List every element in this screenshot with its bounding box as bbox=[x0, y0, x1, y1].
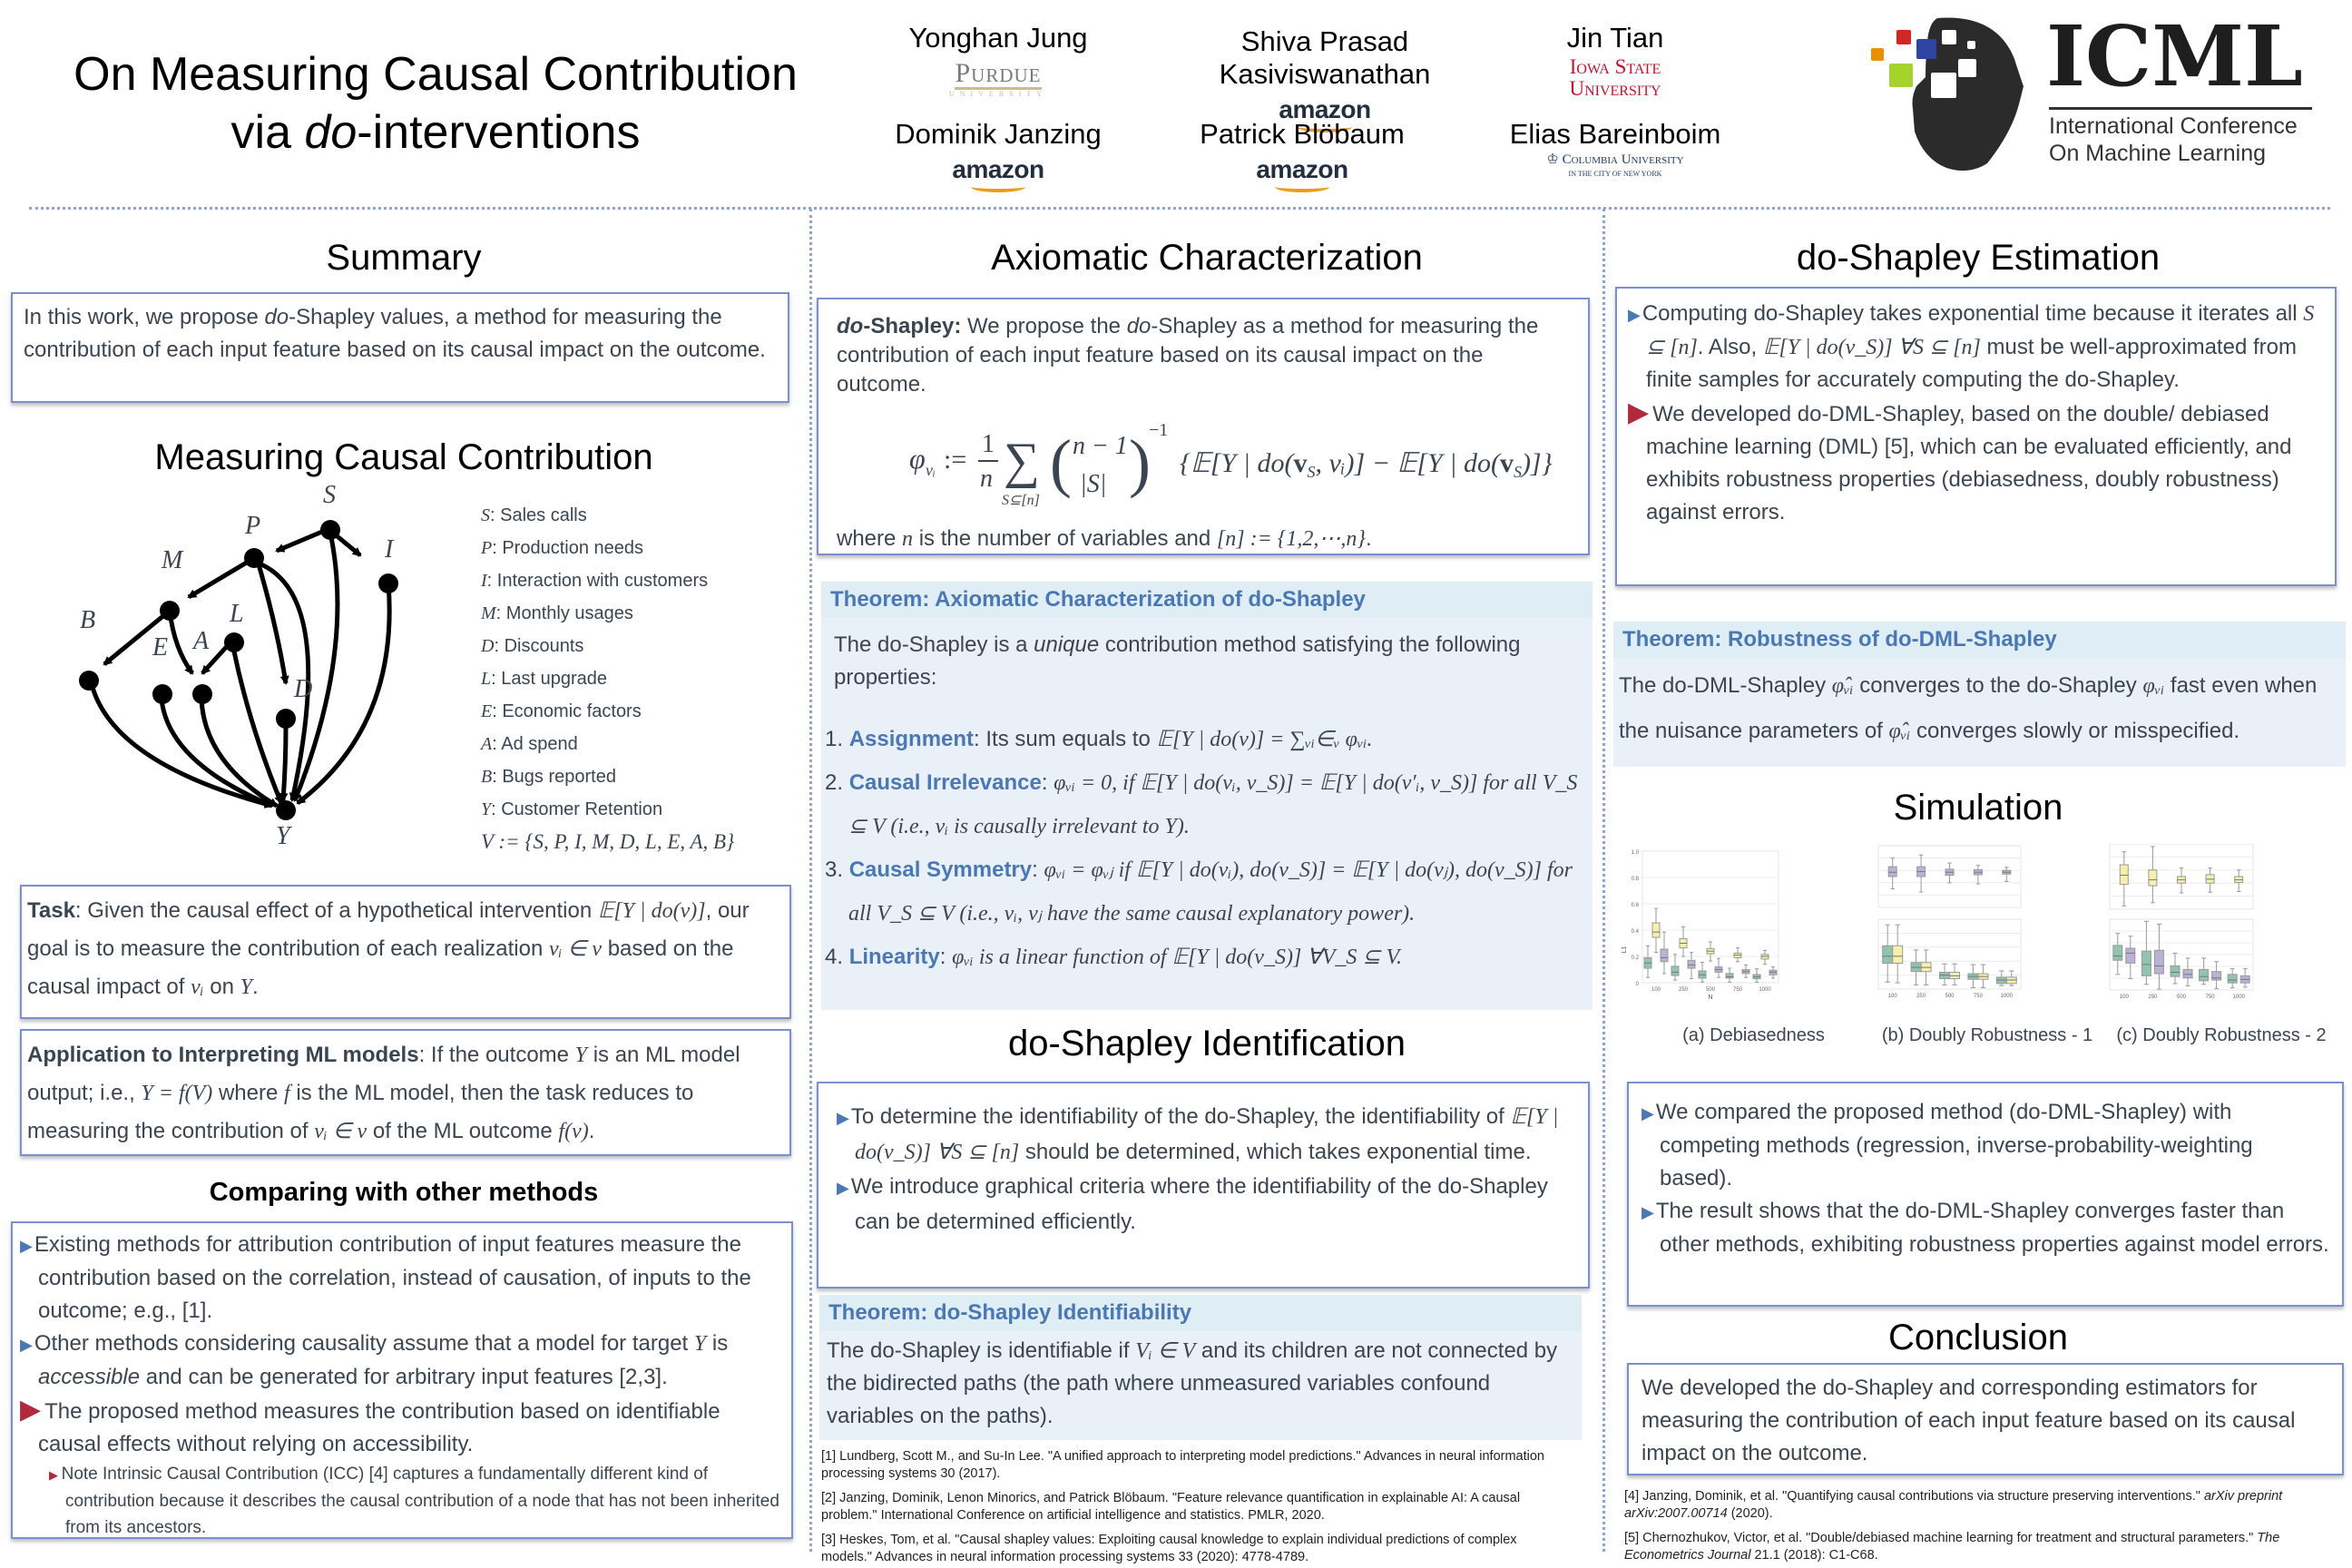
triangle-bullet-icon: ▶ bbox=[1642, 1203, 1654, 1221]
legend-item: I: Interaction with customers bbox=[481, 571, 709, 591]
chart-c-xtick: 1000 bbox=[2232, 995, 2245, 1000]
chart-a-xtick: 1000 bbox=[1759, 987, 1771, 993]
chart-c-xtick: 100 bbox=[2119, 995, 2129, 1000]
svg-text:−1: −1 bbox=[1149, 420, 1169, 440]
simulation-results-box bbox=[1627, 1082, 2344, 1307]
triangle-bullet-icon: ▶ bbox=[1628, 306, 1641, 324]
chart-a-xtick: 250 bbox=[1678, 987, 1689, 993]
chart-a-box bbox=[1671, 966, 1679, 975]
chart-a-box bbox=[1652, 923, 1660, 937]
axiomatic-title: Axiomatic Characterization bbox=[991, 238, 1423, 278]
author-patrick-blobaum: Patrick Blöbaum amazon bbox=[1180, 118, 1425, 192]
chart-c-box bbox=[2141, 951, 2151, 975]
chart-c-xtick: 750 bbox=[2205, 995, 2215, 1000]
comparing-bullet-1: ▶Existing methods for attribution contribution of input features measure the contribution based on the correlation, instead of causation, of inputs to the outcome; e.g., [1]. bbox=[20, 1232, 751, 1323]
amazon-logo: amazon bbox=[885, 152, 1112, 192]
svg-text:n − 1: n − 1 bbox=[1073, 432, 1128, 460]
chart-a-box bbox=[1688, 960, 1695, 968]
svg-text:(: ( bbox=[1050, 426, 1072, 499]
legend-item: S: Sales calls bbox=[481, 505, 587, 525]
red-triangle-bullet-icon: ▶ bbox=[20, 1395, 42, 1425]
header-divider bbox=[29, 207, 2330, 210]
axiomatic-theorem bbox=[821, 582, 1592, 1010]
caption-b: (b) Doubly Robustness - 1 bbox=[1881, 1025, 2093, 1045]
variable-legend bbox=[481, 499, 789, 858]
estimation-bullet-1: ▶Computing do-Shapley takes exponential time because it iterates all S ⊆ [n]. Also, 𝔼[Y | do(v_S)] ∀S ⊆ [n] must be well-approximated from finite samples for accurately computing the do-Shapley. bbox=[1628, 301, 2315, 392]
crown-icon: ♔ bbox=[1546, 152, 1563, 167]
reference-4: [4] Janzing, Dominik, et al. "Quantifying causal contributions via structure preserving interventions." arXiv preprint arXiv:2007.00714 (2020). bbox=[1624, 1489, 2283, 1521]
simulation-chart-svg bbox=[1615, 844, 2341, 1025]
references-1-3 bbox=[821, 1448, 1565, 1568]
chart-a-box bbox=[1661, 949, 1668, 962]
node-A bbox=[192, 684, 212, 704]
svg-text:n: n bbox=[980, 465, 993, 493]
svg-text:∑: ∑ bbox=[1004, 433, 1040, 489]
comparing-bullet-3: ▶ The proposed method measures the contribution based on identifiable causal effects without relying on accessibility. bbox=[20, 1395, 720, 1456]
node-E bbox=[152, 684, 172, 704]
label-Y: Y bbox=[276, 822, 290, 850]
chart-a-ytick: 0 bbox=[1635, 982, 1639, 987]
chart-c-box bbox=[2212, 972, 2221, 980]
triangle-bullet-icon: ▶ bbox=[837, 1179, 849, 1197]
chart-c-xtick: 500 bbox=[2176, 995, 2187, 1000]
svg-text::=: := bbox=[944, 445, 967, 475]
chart-b-xtick: 500 bbox=[1945, 994, 1955, 999]
label-D: D bbox=[294, 675, 313, 703]
node-M bbox=[160, 601, 180, 621]
estimation-title: do-Shapley Estimation bbox=[1796, 238, 2161, 278]
chart-a-box bbox=[1726, 974, 1733, 978]
chart-a-xtick: 100 bbox=[1651, 987, 1661, 993]
simulation-title: Simulation bbox=[1893, 788, 2063, 828]
label-S: S bbox=[323, 481, 336, 509]
legend-item: P: Production needs bbox=[481, 538, 643, 558]
chart-c-box bbox=[2154, 950, 2163, 974]
chart-c-box bbox=[2120, 865, 2128, 885]
reference-2: [2] Janzing, Dominik, Lenon Minorics, and Patrick Blöbaum. "Feature relevance quantification in explainable AI: A causal problem." International Conference on artificial intelligence and statistics. PMLR, 2020. bbox=[821, 1491, 1521, 1523]
columbia-logo: ♔ Columbia University IN THE CITY OF NEW YORK bbox=[1546, 152, 1684, 178]
title-line-2: via do-interventions bbox=[230, 106, 641, 159]
label-E: E bbox=[152, 633, 169, 662]
measuring-title: Measuring Causal Contribution bbox=[154, 437, 653, 477]
chart-c-box bbox=[2126, 948, 2135, 963]
svg-text:|S|: |S| bbox=[1080, 470, 1107, 498]
reference-5: [5] Chernozhukov, Victor, et al. "Double/debiased machine learning for treatment and structural parameters." The Econometrics Journal 21.1 (2018): C1-C68. bbox=[1624, 1531, 2280, 1563]
legend-item: A: Ad spend bbox=[481, 734, 578, 754]
legend-item: Y: Customer Retention bbox=[481, 799, 663, 819]
icml-acronym: ICML bbox=[2046, 7, 2303, 105]
comparing-title: Comparing with other methods bbox=[209, 1178, 599, 1207]
purdue-logo: Purdue UNIVERSITY bbox=[949, 58, 1047, 98]
triangle-bullet-icon: ▶ bbox=[20, 1237, 33, 1255]
triangle-bullet-icon: ▶ bbox=[837, 1109, 849, 1127]
column-divider-2 bbox=[1602, 209, 1605, 1552]
simulation-bullet-1: ▶We compared the proposed method (do-DML-Shapley) with competing methods (regression, inverse-probability-weighting based). bbox=[1642, 1100, 2253, 1191]
chart-a-xtick: 500 bbox=[1705, 987, 1716, 993]
property-causal-symmetry: 3. Causal Symmetry: φᵥᵢ = φᵥⱼ if 𝔼[Y | do(vᵢ), do(v_S)] = 𝔼[Y | do(vⱼ), do(v_S)] for all V_S ⊆ V (i.e., vᵢ, vⱼ have the same causal explanatory power). bbox=[825, 858, 1573, 926]
chart-a-ytick: 0.4 bbox=[1631, 929, 1639, 935]
comparing-box bbox=[11, 1221, 793, 1539]
amazon-logo: amazon bbox=[1134, 93, 1515, 132]
author-dominik-janzing: Dominik Janzing amazon bbox=[885, 118, 1112, 192]
property-list bbox=[825, 718, 1580, 979]
summary-title: Summary bbox=[326, 238, 482, 278]
label-P: P bbox=[245, 512, 261, 540]
identification-title: do-Shapley Identification bbox=[1007, 1024, 1406, 1063]
caption-c: (c) Doubly Robustness - 2 bbox=[2116, 1025, 2327, 1045]
label-A: A bbox=[193, 627, 210, 655]
chart-c-box bbox=[2171, 965, 2180, 976]
legend-item: B: Bugs reported bbox=[481, 767, 616, 787]
property-assignment: 1. Assignment: Its sum equals to 𝔼[Y | do(v)] = ∑ᵥᵢ∈ᵥ φᵥᵢ. bbox=[825, 727, 1373, 751]
chart-a-xlabel: N bbox=[1708, 995, 1713, 1001]
identification-bullet-2: ▶We introduce graphical criteria where the identifiability of the do-Shapley can be determined efficiently. bbox=[837, 1174, 1548, 1234]
author-jin-tian: Jin Tian Iowa State University bbox=[1543, 22, 1688, 100]
chart-c-box bbox=[2228, 975, 2237, 983]
chart-b-xtick: 750 bbox=[1973, 994, 1983, 999]
icml-head-logo-icon bbox=[1860, 14, 2042, 172]
svg-text:1: 1 bbox=[982, 430, 995, 458]
legend-item: E: Economic factors bbox=[481, 701, 642, 721]
theorem-title: Theorem: do-Shapley Identifiability bbox=[819, 1295, 1582, 1331]
chart-a-ytick: 0.8 bbox=[1631, 877, 1639, 882]
reference-3: [3] Heskes, Tom, et al. "Causal shapley values: Exploiting causal knowledge to explain individual predictions of complex models." Advances in neural information processing systems 33 (2020): 4778-4789. bbox=[821, 1533, 1517, 1564]
robustness-theorem: Theorem: Robustness of do-DML-Shapley The do-DML-Shapley φ̂ᵥᵢ converges to the do-Shapley φᵥᵢ fast even when the nuisance parameters of φ̂ᵥᵢ converges slowly or misspecified. bbox=[1613, 622, 2346, 767]
chart-a-ytick: 1.0 bbox=[1631, 850, 1639, 856]
do-shapley-definition-box bbox=[817, 298, 1590, 555]
chart-a-xtick: 750 bbox=[1732, 987, 1743, 993]
svg-text:φ: φ bbox=[909, 442, 926, 475]
label-M: M bbox=[162, 546, 183, 574]
conclusion-title: Conclusion bbox=[1888, 1318, 2068, 1357]
node-D bbox=[276, 709, 296, 729]
identifiability-theorem: Theorem: do-Shapley Identifiability The do-Shapley is identifiable if Vᵢ ∈ V and its children are not connected by the bidirected paths (the path where unmeasured variables confound variables on the paths). bbox=[819, 1295, 1582, 1440]
edge-P-M bbox=[189, 558, 254, 597]
label-B: B bbox=[80, 606, 96, 634]
identification-bullet-1: ▶To determine the identifiability of the do-Shapley, the identifiability of 𝔼[Y | do(v_S)] ∀S ⊆ [n] should be determined, which takes exponential time. bbox=[837, 1104, 1559, 1164]
icml-fullname: International Conference On Machine Learning bbox=[2049, 113, 2298, 166]
conclusion-box: We developed the do-Shapley and corresponding estimators for measuring the contribution of each input feature based on its causal impact on the outcome. bbox=[1627, 1363, 2344, 1475]
chart-b-xtick: 1000 bbox=[2000, 994, 2013, 999]
chart-a-ylabel: L1 bbox=[1622, 946, 1628, 954]
chart-c-box bbox=[2149, 870, 2157, 886]
chart-c-box bbox=[2183, 969, 2192, 977]
estimation-bullet-2: ▶ We developed do-DML-Shapley, based on the double/ debiased machine learning (DML) [5], which can be evaluated efficiently, and exhibits robustness properties (debiasedness, doubly robustness) against errors. bbox=[1628, 397, 2292, 524]
chart-c-xtick: 250 bbox=[2148, 995, 2158, 1000]
theorem-intro: The do-Shapley is a unique contribution method satisfying the following properties: bbox=[834, 632, 1521, 690]
chart-b-xtick: 250 bbox=[1916, 994, 1926, 999]
application-box: Application to Interpreting ML models: If the outcome Y is an ML model output; i.e., Y = f(V) where f is the ML model, then the task reduces to measuring the contribution of vᵢ ∈ v of the ML outcome f(v). bbox=[20, 1029, 791, 1156]
legend-item: M: Monthly usages bbox=[481, 603, 633, 623]
estimation-box bbox=[1615, 287, 2337, 586]
poster-title bbox=[36, 45, 835, 162]
property-linearity: 4. Linearity: φᵥᵢ is a linear function of 𝔼[Y | do(v_S)] ∀V_S ⊆ V. bbox=[825, 945, 1403, 969]
theorem-title: Theorem: Robustness of do-DML-Shapley bbox=[1613, 622, 2346, 658]
triangle-bullet-icon: ▶ bbox=[20, 1336, 33, 1354]
chart-b-box bbox=[1893, 946, 1903, 963]
do-shapley-definition: do-Shapley: We propose the do-Shapley as a method for measuring the contribution of each input feature based on its causal impact on the outcome. bbox=[837, 314, 1539, 397]
chart-a-frame bbox=[1642, 851, 1779, 983]
label-L: L bbox=[230, 600, 244, 628]
node-B bbox=[79, 671, 99, 691]
chart-c-box bbox=[2113, 946, 2122, 960]
node-I bbox=[378, 573, 398, 593]
node-P bbox=[244, 548, 264, 568]
author-shiva-prasad-kasiviswanathan: Shiva Prasad Kasiviswanathan amazon bbox=[1134, 25, 1515, 132]
comparing-bullet-2: ▶Other methods considering causality assume that a model for target Y is accessible and can be generated for arbitrary input features [2,3]. bbox=[20, 1331, 729, 1389]
author-yonghan-jung: Yonghan Jung Purdue UNIVERSITY bbox=[894, 22, 1102, 98]
red-triangle-bullet-icon: ▶ bbox=[1628, 397, 1650, 427]
amazon-logo: amazon bbox=[1180, 152, 1425, 192]
references-4-5 bbox=[1624, 1488, 2341, 1568]
chart-c-box bbox=[2200, 969, 2209, 980]
svg-text:vᵢ: vᵢ bbox=[926, 461, 936, 479]
chart-a-ytick: 0.6 bbox=[1631, 903, 1639, 908]
edge-M-A bbox=[170, 611, 192, 673]
chart-b-box bbox=[1888, 867, 1896, 877]
caption-a: (a) Debiasedness bbox=[1682, 1025, 1825, 1045]
svg-text:): ) bbox=[1129, 426, 1151, 499]
node-Y bbox=[276, 800, 296, 820]
triangle-bullet-icon: ▶ bbox=[1642, 1104, 1654, 1122]
reference-1: [1] Lundberg, Scott M., and Su-In Lee. "A unified approach to interpreting model predictions." Advances in neural information processing systems 30 (2017). bbox=[821, 1449, 1544, 1481]
chart-b-xtick: 100 bbox=[1887, 994, 1897, 999]
chart-b-box bbox=[1883, 946, 1893, 963]
title-line-1: On Measuring Causal Contribution bbox=[74, 48, 798, 101]
svg-text:{𝔼[Y | do(vS, vᵢ)] − 𝔼[Y | d: {𝔼[Y | $do(v_S$, vᵢ)] − 𝔼[Y | $do(v_S)$]} bbox=[1180, 448, 1553, 481]
small-red-bullet-icon: ▶ bbox=[49, 1468, 62, 1482]
task-box: Task: Given the causal effect of a hypothetical intervention 𝔼[Y | do(v)], our goal is to measure the contribution of each realization vᵢ ∈ v based on the causal impact of vᵢ on Y. bbox=[20, 885, 791, 1019]
do-shapley-formula bbox=[891, 414, 1570, 514]
simulation-bullet-2: ▶The result shows that the do-DML-Shapley converges faster than other methods, exhibiting robustness properties against model errors. bbox=[1642, 1199, 2329, 1257]
icml-divider bbox=[2049, 107, 2312, 110]
theorem-title: Theorem: Axiomatic Characterization of do-Shapley bbox=[821, 582, 1592, 618]
summary-box: In this work, we propose do-Shapley values, a method for measuring the contribution of each input feature based on its causal impact on the outcome. bbox=[11, 292, 789, 403]
edge-D-Y bbox=[283, 728, 286, 800]
author-elias-bareinboim: Elias Bareinboim ♔ Columbia University IN THE CITY OF NEW YORK bbox=[1479, 118, 1751, 181]
legend-item: L: Last upgrade bbox=[481, 669, 607, 689]
causal-graph bbox=[54, 472, 463, 853]
property-causal-irrelevance: 2. Causal Irrelevance: φᵥᵢ = 0, if 𝔼[Y | do(vᵢ, v_S)] = 𝔼[Y | do(v′ᵢ, v_S)] for all V_S ⊆ V (i.e., vᵢ is causally irrelevant to Y). bbox=[825, 770, 1578, 838]
formula-where-clause: where n is the number of variables and [n] := {1,2,⋯,n}. bbox=[837, 526, 1372, 551]
iowa-state-logo: Iowa State University bbox=[1569, 55, 1661, 100]
variable-set: V := {S, P, I, M, D, L, E, A, B} bbox=[481, 830, 735, 853]
legend-item: D: Discounts bbox=[481, 636, 584, 656]
svg-text:S⊆[n]: S⊆[n] bbox=[1002, 493, 1040, 508]
node-S bbox=[320, 520, 340, 540]
simulation-charts bbox=[1615, 844, 2341, 1025]
comparing-note: ▶ Note Intrinsic Causal Contribution (ICC) [4] captures a fundamentally different kind of contribution because it describes the causal contribution of a node that has not been inherited from its ancestors. bbox=[49, 1465, 779, 1537]
node-L bbox=[224, 632, 244, 652]
chart-a-ytick: 0.2 bbox=[1631, 956, 1639, 961]
column-divider-1 bbox=[809, 209, 812, 1552]
label-I: I bbox=[385, 535, 394, 564]
identification-box bbox=[817, 1082, 1590, 1289]
